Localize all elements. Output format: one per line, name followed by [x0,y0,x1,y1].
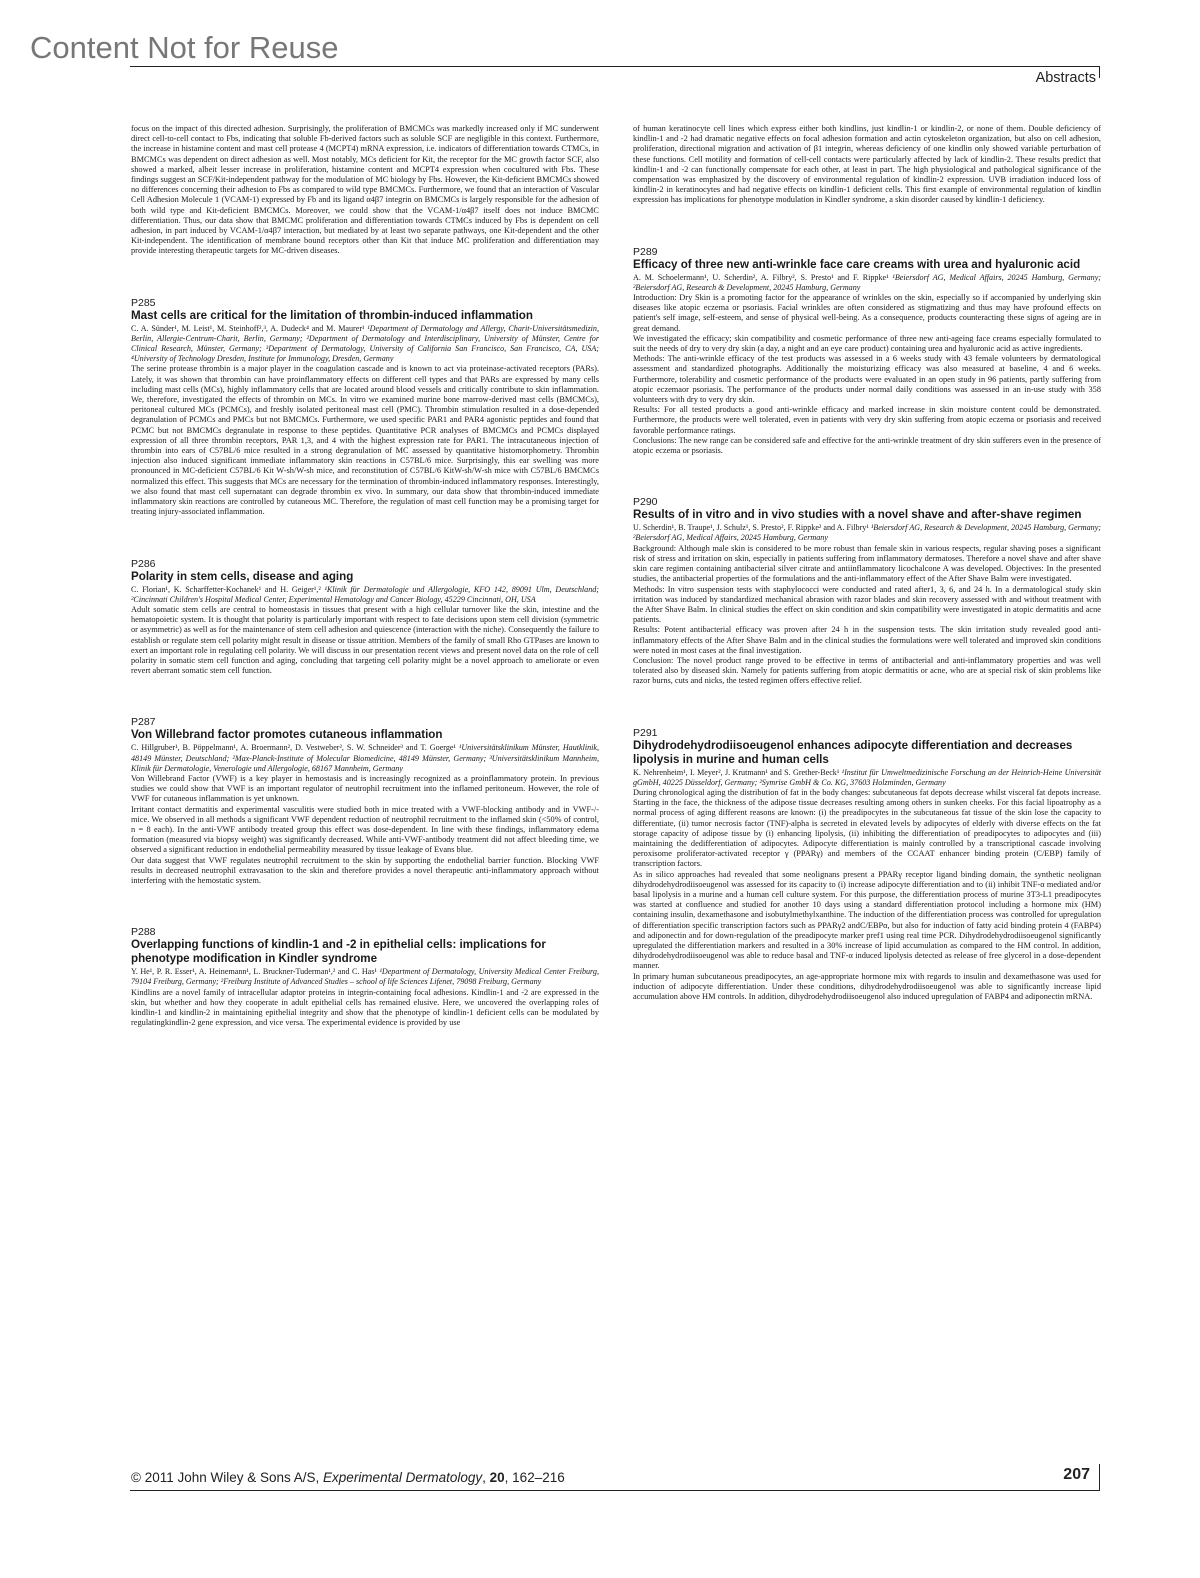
abstract-paragraph: Adult somatic stem cells are central to homeostasis in tissues that present with a high cellular turnover like the skin, intestine and the hematopoietic system. It is thought that polarity is particularly important with respect to fate decisions upon stem cell division (symmetric or asymmetric) as well as for the maintenance of stem cell adhesion and quiescence (interaction with the niche). Consequently the failure to establish or regulate stem cell polarity might result in disease or tissue attrition. Members of the family of small Rho GTPases are known to exert an important role in regulating cell polarity. We will discuss in our presentation recent views and present novel data on the role of cell polarity in somatic stem cell function and aging, concluding that targeting cell polarity might be a novel approach to ameliorate or even revert aberrant somatic stem cell function. [131,604,599,676]
abstract-body [633,124,1101,206]
abstract-code: P287 [131,716,156,729]
author-names: C. Florian¹, K. Scharffetter-Kochanek¹ and H. Geiger¹,² [131,584,321,594]
abstract-paragraph: The serine protease thrombin is a major player in the coagulation cascade and is known to act via proteinase-activated receptors (PARs). Lately, it was shown that thrombin can have proinflammatory effects on different cell types and that PARs are expressed by many cells including mast cells (MCs), highly inflammatory cells that are located around blood vessels and critically contribute to skin inflammation. We, therefore, investigated the effects of thrombin on MCs. In vitro we examined murine bone marrow-derived mast cells (BMCMCs), peritoneal cultured MCs (PCMCs), and freshly isolated peritoneal mast cell (PMC). Thrombin stimulation resulted in a dose-depended degranulation of PCMCs and PMCs but not BMCMCs. Furthermore, we used specific PAR1 and PAR4 agonistic peptides and found that PCMC but not BMCMCs degranulate in response to these peptides. Quantitative PCR analyses of BMCMCs and PCMCs displayed expression of all three thrombin receptors, PAR 1,3, and 4 with the highest expression rate for PAR1. The intracutaneous injection of thrombin into ears of C57BL/6 mice resulted in a strong degranulation of MC assessed by quantitative histomorphometry. Thrombin injection also induced significant immediate inflammatory skin reactions in C57BL/6 mice. Surprisingly, this ear swelling was more pronounced in MC-deficient C57BL/6 Kit W-sh/W-sh mice, and reconstitution of C57BL/6 KitW-sh/W-sh mice with C57BL/6 BMCMCs normalized this effect. This suggests that MCs are necessary for the termination of thrombin-induced inflammatory responses. Interestingly, we also found that mast cell supernatant can degrade thrombin ex vivo. In summary, our data show that thrombin-induced immediate inflammatory skin reactions are controlled by cutaneous MC. Therefore, the regulation of mast cell function may be a promising target for treating injury-associated inflammation. [131,364,599,517]
footer-volume: 20 [489,1470,505,1485]
abstract-authors [633,768,1101,788]
author-names: A. M. Schoelermann¹, U. Scherdin², A. Filbry², S. Presto¹ and F. Rippke¹ [633,272,889,282]
abstract-paragraph: As in silico approaches had revealed that some neolignans present a PPARγ receptor ligand binding domain, the synthetic neolignan dihydrodehydrodiisoeugenol was assessed for its capacity to (i) increase adipocyte differentiation and to (ii) inhibit TNF-α mediated and/or basal lipolysis in a murine and a human cell culture system. For this purpose, the differentiation process of murine 3T3-L1 preadipocytes was started at confluence and studied for another 10 days using a standard differentiation protocol including a hormone mix (HM) containing insulin, dexamethasone and isobutylmethylxanthine. The induction of the differentiation process was controlled for upregulation of differentiation specific transcription factors such as PPARγ2 andC/EBPα, but also for induction of fatty acid binding protein 4 (FABP4) and adiponectin and for down-regulation of the preadipocyte marker pref1 using real time PCR. Dihydrodehydrodiisoeugenol significantly upregulated the differentiation markers and resulted in a 30% increase of lipid accumulation as compared to the HM control. In addition, dihydrodehydrodiisoeugenol was able to reduce basal and TNF-α induced lipolysis detected as release of free glycerol in a dose-dependent manner. [633,869,1101,971]
abstract-paragraph: Kindlins are a novel family of intracellular adaptor proteins in integrin-containing focal adhesions. Kindlin-1 and -2 are expressed in the skin, but whether and how they cooperate in adult epithelial cells has remained elusive. Here, we uncovered the overlapping roles of kindlin-1 and kindlin-2 in maintaining epithelial integrity and show that the phenotype of kindlin-1 deficient cells can be modulated by regulatingkindlin-2 gene expression, and vice versa. The experimental evidence is provided by use [131,987,599,1028]
abstract-body [131,124,599,257]
author-names: K. Nehrenheim¹, I. Meyer², J. Krutmann¹ and S. Grether-Beck¹ [633,767,840,777]
abstract-paragraph: Conclusions: The new range can be considered safe and effective for the anti-wrinkle treatment of dry skin sufferers even in the presence of atopic eczema or psoriasis. [633,435,1101,456]
abstract-paragraph: focus on the impact of this directed adhesion. Surprisingly, the proliferation of BMCMCs was markedly increased only if MC sunderwent direct cell-to-cell contact to Fbs, indicating that soluble Fb-derived factors such as soluble SCF are negligible in this context. Furthermore, the increase in histamine content and mast cell protease 4 (MCPT4) mRNA expression, i.e. indicators of differentiation towards CTMCs, in BMCMCs was dependent on direct adhesion as well. Most notably, MCs deficient for Kit, the receptor for the MC growth factor SCF, also showed a marked, albeit lesser increase in proliferation, histamine content and MCPT4 expression when cocultured with Fbs. These findings suggest an SCF/Kit-independent pathway for the modulation of MC biology by Fbs. However, the Kit-deficient BMCMCs showed no differences concerning their adhesion to Fbs as compared to wild type BMCMCs. Furthermore, we found that an interaction of Vascular Cell Adhesion Molecule 1 (VCAM-1) expressed by Fb and its ligand α4β7 integrin on BMCMCs is largely responsible for the adhesion of both wild type and Kit-deficient BMCMCs. Moreover, we could show that the VCAM-1/α4β7 itself does not induce BMCMC differentiation. Thus, our data show that BMCMC proliferation and differentiation towards CTMCs induced by Fbs is dependent on cell adhesion, in part induced by VCAM-1/α4β7 interaction, but mediated by at least two separate pathways, one Kit-dependent and the other Kit-independent. The identification of membrane bound receptors other than Kit that induce MC proliferation and differentiation may provide interesting therapeutic targets for MC-driven diseases. [131,124,599,256]
abstract-paragraph: In primary human subcutaneous preadipocytes, an age-appropriate hormone mix with regards to insulin and dexamethasone was used for induction of adipocyte differentiation. Under these conditions, dihydrodehydrodiisoeugenol was able to significantly increase lipid accumulation above HM controls. In addition, dihydrodehydrodiisoeugenol also induced upregulation of FABP4 and adiponectin mRNA. [633,971,1101,1001]
footer-pages: , 162–216 [504,1470,565,1485]
section-header: Abstracts [1035,70,1096,86]
abstract-paragraph: Results: For all tested products a good anti-wrinkle efficacy and marked increase in skin moisture content could be demonstrated. Furthermore, the products were well tolerated, even in patients with very dry skin suffering from atopic eczema or psoriasis and received favorable performance ratings. [633,405,1101,435]
abstract-title: Efficacy of three new anti-wrinkle face care creams with urea and hyaluronic acid [633,257,1081,271]
abstract-paragraph: Introduction: Dry Skin is a promoting factor for the appearance of wrinkles on the skin, especially so if accompanied by underlying skin diseases like atopic eczema or psoriasis. Facial wrinkles are often considered as stigmatizing and thus may have profound effects on patient's self image, self-esteem, and sense of physical well-being. As a consequence, products counteracting these signs of ageing are in great demand. [633,293,1101,333]
abstract-title: Mast cells are critical for the limitation of thrombin-induced inflammation [131,308,533,322]
abstract-code: P291 [633,726,658,739]
abstract-paragraph: During chronological aging the distribution of fat in the body changes: subcutaneous fat depots decrease whilst visceral fat depots increase. Starting in the face, the thickness of the adipose tissue decreases resulting among others in sunken cheeks. For this facial lipoatrophy as a normal process of aging different reasons are known: (i) the preadipocytes in the subcutaneous fat tissue of the skin lose the capacity to differentiate, (ii) tumor necrosis factor (TNF)-alpha is secreted in elevated levels by adipocytes of elderly with diverse effects on the fat storage capacity of adipose tissue by (i) enhancing lipolysis, (ii) inhibiting the differentiation of preadipocytes to adipocytes and (iii) maintaining the dedifferentiation of adipocytes. Adipocyte differentiation is mainly controlled by a transcriptional cascade involving peroxisome proliferator-activated receptor γ (PPARγ) and members of the CCAAT enhancer binding protein (C/EBP) family of transcription factors. [633,787,1101,869]
abstract-code: P286 [131,557,156,570]
footer-copyright: © 2011 John Wiley & Sons A/S, [131,1470,324,1485]
left-column [131,124,599,1028]
abstract-authors [131,967,599,987]
abstract-body [131,364,599,517]
bottom-rule-tick [1099,1464,1100,1491]
abstract-authors [131,585,599,605]
abstract-code: P285 [131,296,156,309]
author-affiliations: ¹Beiersdorf AG, Medical Affairs, 20245 Hamburg, Germany; ²Beiersdorf AG, Research & Development, 20245 Hamburg, Germany [633,272,1101,292]
abstract-body [131,774,599,886]
abstract-p288 [131,926,599,1028]
abstract-p285 [131,297,599,518]
author-affiliations: ¹Universitätsklinikum Münster, Hautklinik, 48149 Münster, Deutschland; ²Max-Planck-Institute of Molecular Biomedicine, 48149 Münster, Germany; ³Universitätsklinikum Mannheim, Klinik für Dermatologie, Venerologie und Allergologie, 68167 Mannheim, Germany [131,743,600,773]
abstract-continuation [633,124,1101,206]
abstract-body [131,988,599,1029]
abstract-paragraph: Von Willebrand Factor (VWF) is a key player in hemostasis and is increasingly recognized as a proinflammatory protein. In previous studies we could show that VWF is an important regulator of neutrophil recruitment into the inflamed peritoneum. However, the role of VWF for cutaneous inflammation is yet unknown. [131,773,599,804]
author-affiliations: ¹Institut für Umweltmedizinische Forschung an der Heinrich-Heine Universität gGmbH, 40225 Düsseldorf, Germany; ²Symrise GmbH & Co. KG, 37603 Holzminden, Germany [633,767,1101,787]
abstract-paragraph: Conclusion: The novel product range proved to be effective in terms of antibacterial and anti-inflammatory properties and was well tolerated also by diseased skin. Namely for patients suffering from atopic dermatitis or acne, who are at special risk of skin problems like razor burns, cuts and nicks, the tested regimen offers effective relief. [633,655,1101,686]
abstract-authors [131,743,599,774]
abstract-paragraph: We investigated the efficacy; skin compatibility and cosmetic performance of three new anti-ageing face creams especially formulated to suit the needs of dry to very dry skin (a day, a night and an eye care product) containing urea and hyaluronic acid as active ingredients. [633,333,1101,354]
top-rule [130,66,1100,67]
abstract-paragraph: Our data suggest that VWF regulates neutrophil recruitment to the skin by supporting the endothelial barrier function. Blocking VWF results in decreased neutrophil extravasation to the skin and therefore provides a novel therapeutic anti-inflammatory approach without interfering with the hemostatic system. [131,855,599,885]
author-names: U. Scherdin¹, B. Traupe¹, J. Schulz¹, S. Presto², F. Rippke² and A. Filbry¹ [633,523,869,533]
abstract-title: Results of in vitro and in vivo studies with a novel shave and after-shave regimen [633,508,1082,522]
abstract-paragraph: Methods: The anti-wrinkle efficacy of the test products was assessed in a 6 weeks study with 43 female volunteers by dermatological assessment and standardized photographs. Additionally the moisturizing efficacy was also measured at baseline, 4 and 6 weeks. Furthermore, tolerability and cosmetic performance of the products were evaluated in an open study in 96 patients, partly suffering from atopic eczemaor psoriasis. The performance of the products under normal daily conditions was assessed in an in-use study with 358 volunteers with dry to very dry skin. [633,354,1101,405]
abstract-title: Von Willebrand factor promotes cutaneous inflammation [131,728,443,742]
abstract-body [633,293,1101,456]
page-number: 207 [1063,1466,1090,1483]
abstract-body [633,544,1101,687]
abstract-paragraph: Results: Potent antibacterial efficacy was proven after 24 h in the suspension tests. The skin irritation study revealed good anti-inflammatory effects of the After Shave Balm and in the clinical studies the formulations were well tolerated and improved skin conditions were noted in most cases at the final investigation. [633,625,1101,655]
author-affiliations: ¹Beiersdorf AG, Research & Development, 20245 Hamburg, Germany; ²Beiersdorf AG, Medical Affairs, 20245 Hamburg, Germany [633,523,1101,543]
abstract-authors [633,273,1101,293]
footer-sep: , [482,1470,490,1485]
abstract-paragraph: Background: Although male skin is considered to be more robust than female skin in various respects, regular shaving poses a significant risk of stress and irritation on skin, especially in patients suffering from inflammatory dermatoses. Therefore a novel shave and after shave skin care regimen containing antibacterial silver citrate and antiinflammatory licochalcone A was developed. Objectives: In the presented studies, the antibacterial properties of the formulations and the anti-inflammatory effect of the After Shave Balm were investigated. [633,543,1101,584]
abstract-code: P290 [633,496,658,509]
author-affiliations: ¹Klinik für Dermatologie und Allergologie, KFO 142, 89091 Ulm, Deutschland; ²Cincinnati Children's Hospital Medical Center, Experimental Hematology and Cancer Biology, 45229 Cincinnati, OH, USA [131,584,599,604]
footer-citation [131,1470,565,1485]
abstract-paragraph: Irritant contact dermatitis and experimental vasculitis were studied both in mice treated with a VWF-blocking antibody and in VWF-/- mice. We observed in all methods a significant VWF dependent reduction of neutrophil recruitment to the inflamed skin (<50% of control, n = 8 each). In the anti-VWF antibody treated group this effect was dose-dependent. In line with these findings, inflammatory edema formation (measured via biopsy weight) was significantly decreased. While anti-VWF-antibody treatment did not affect bleeding time, we observed a significant reduction in endothelial permeability measured by tissue leakage of Evans blue. [131,804,599,855]
abstract-p291 [633,727,1101,1003]
top-rule-tick [1099,66,1100,78]
right-column [633,124,1101,1002]
abstract-title: Dihydrodehydrodiisoeugenol enhances adipocyte differentiation and decreases lipolysis in murine and human cells [633,738,1073,766]
author-affiliations: ¹Department of Dermatology, University Medical Center Freiburg, 79104 Freiburg, Germany; ²Freiburg Institute of Advanced Studies – school of life Sciences Lifenet, 79098 Freiburg, Germany [131,967,599,987]
author-names: Y. He¹, P. R. Esser¹, A. Heinemann¹, L. Bruckner-Tuderman¹,² and C. Has¹ [131,967,377,977]
footer-journal: Experimental Dermatology [323,1470,483,1485]
abstract-p287 [131,716,599,886]
abstract-title: Polarity in stem cells, disease and aging [131,569,354,583]
abstract-p286 [131,558,599,677]
abstract-p289 [633,246,1101,457]
abstract-authors [131,324,599,365]
abstract-body [633,788,1101,1002]
abstract-title: Overlapping functions of kindlin-1 and -2 in epithelial cells: implications for phenotype modification in Kindler syndrome [131,938,546,966]
abstract-code: P288 [131,926,156,939]
abstract-body [131,605,599,676]
abstract-authors [633,523,1101,543]
bottom-rule [130,1490,1100,1491]
abstract-continuation [131,124,599,257]
author-affiliations: ¹Department of Dermatology and Allergy, Charit-Universitätsmedizin, Berlin, Allergie-Centrum-Charit, Berlin, Germany; ²Department of Dermatology and Interdisciplinary, University of Münster, Centre for Clinical Research, Münster, Germany; ³Department of Dermatology, University of California San Francisco, San Francisco, CA, USA; ⁴University of Technology Dresden, Institute for Immunology, Dresden, Germany [131,323,599,364]
watermark: Content Not for Reuse [30,30,339,65]
abstract-code: P289 [633,245,658,258]
abstract-paragraph: of human keratinocyte cell lines which express either both kindlins, just kindlin-1 or kindlin-2, or none of them. Double deficiency of kindlin-1 and -2 had dramatic negative effects on focal adhesion formation and actin cytoskeleton organization, but also on cell adhesion, proliferation, directional migration and activation of β1 integrin, whereas deficiency of one kindlin only showed variable perturbation of these functions. Cell motility and formation of cell-cell contacts were particularly affected by lack of kindlin-2. These results predict that kindlin-1 and -2 can functionally compensate for each other, at least in part. The high physiological and pathological significance of the compensation was emphasized by the discovery of environmental regulation of kindlin-2 expression. UVB irradiation induced loss of kindlin-2 in keratinocytes and had negative effects on kindlin-1 deficient cells. This first example of environmental regulation of kindlin expression has implications for phenotype modulation in Kindler syndrome, a skin disorder caused by kindlin-1 deficiency. [633,124,1101,205]
abstract-p290 [633,496,1101,686]
author-names: C. A. Sünder¹, M. Leist¹, M. Steinhoff²,³, A. Dudeck⁴ and M. Maurer¹ [131,323,365,333]
abstract-paragraph: Methods: In vitro suspension tests with staphylococci were conducted and rated after1, 3, 6, and 24 h. In a dermatological study skin irritation was induced by standardized mechanical abrasion with razor blades and skin recovery assessed with and without treatment with the After Shave Balm. In clinical studies the effect on skin condition and skin compatibility were investigated in atopic dermatitis and acne patients. [633,584,1101,625]
author-names: C. Hillgruber¹, B. Pöppelmann¹, A. Broermann², D. Vestweber², S. W. Schneider³ and T. Goerge¹ [131,743,456,753]
